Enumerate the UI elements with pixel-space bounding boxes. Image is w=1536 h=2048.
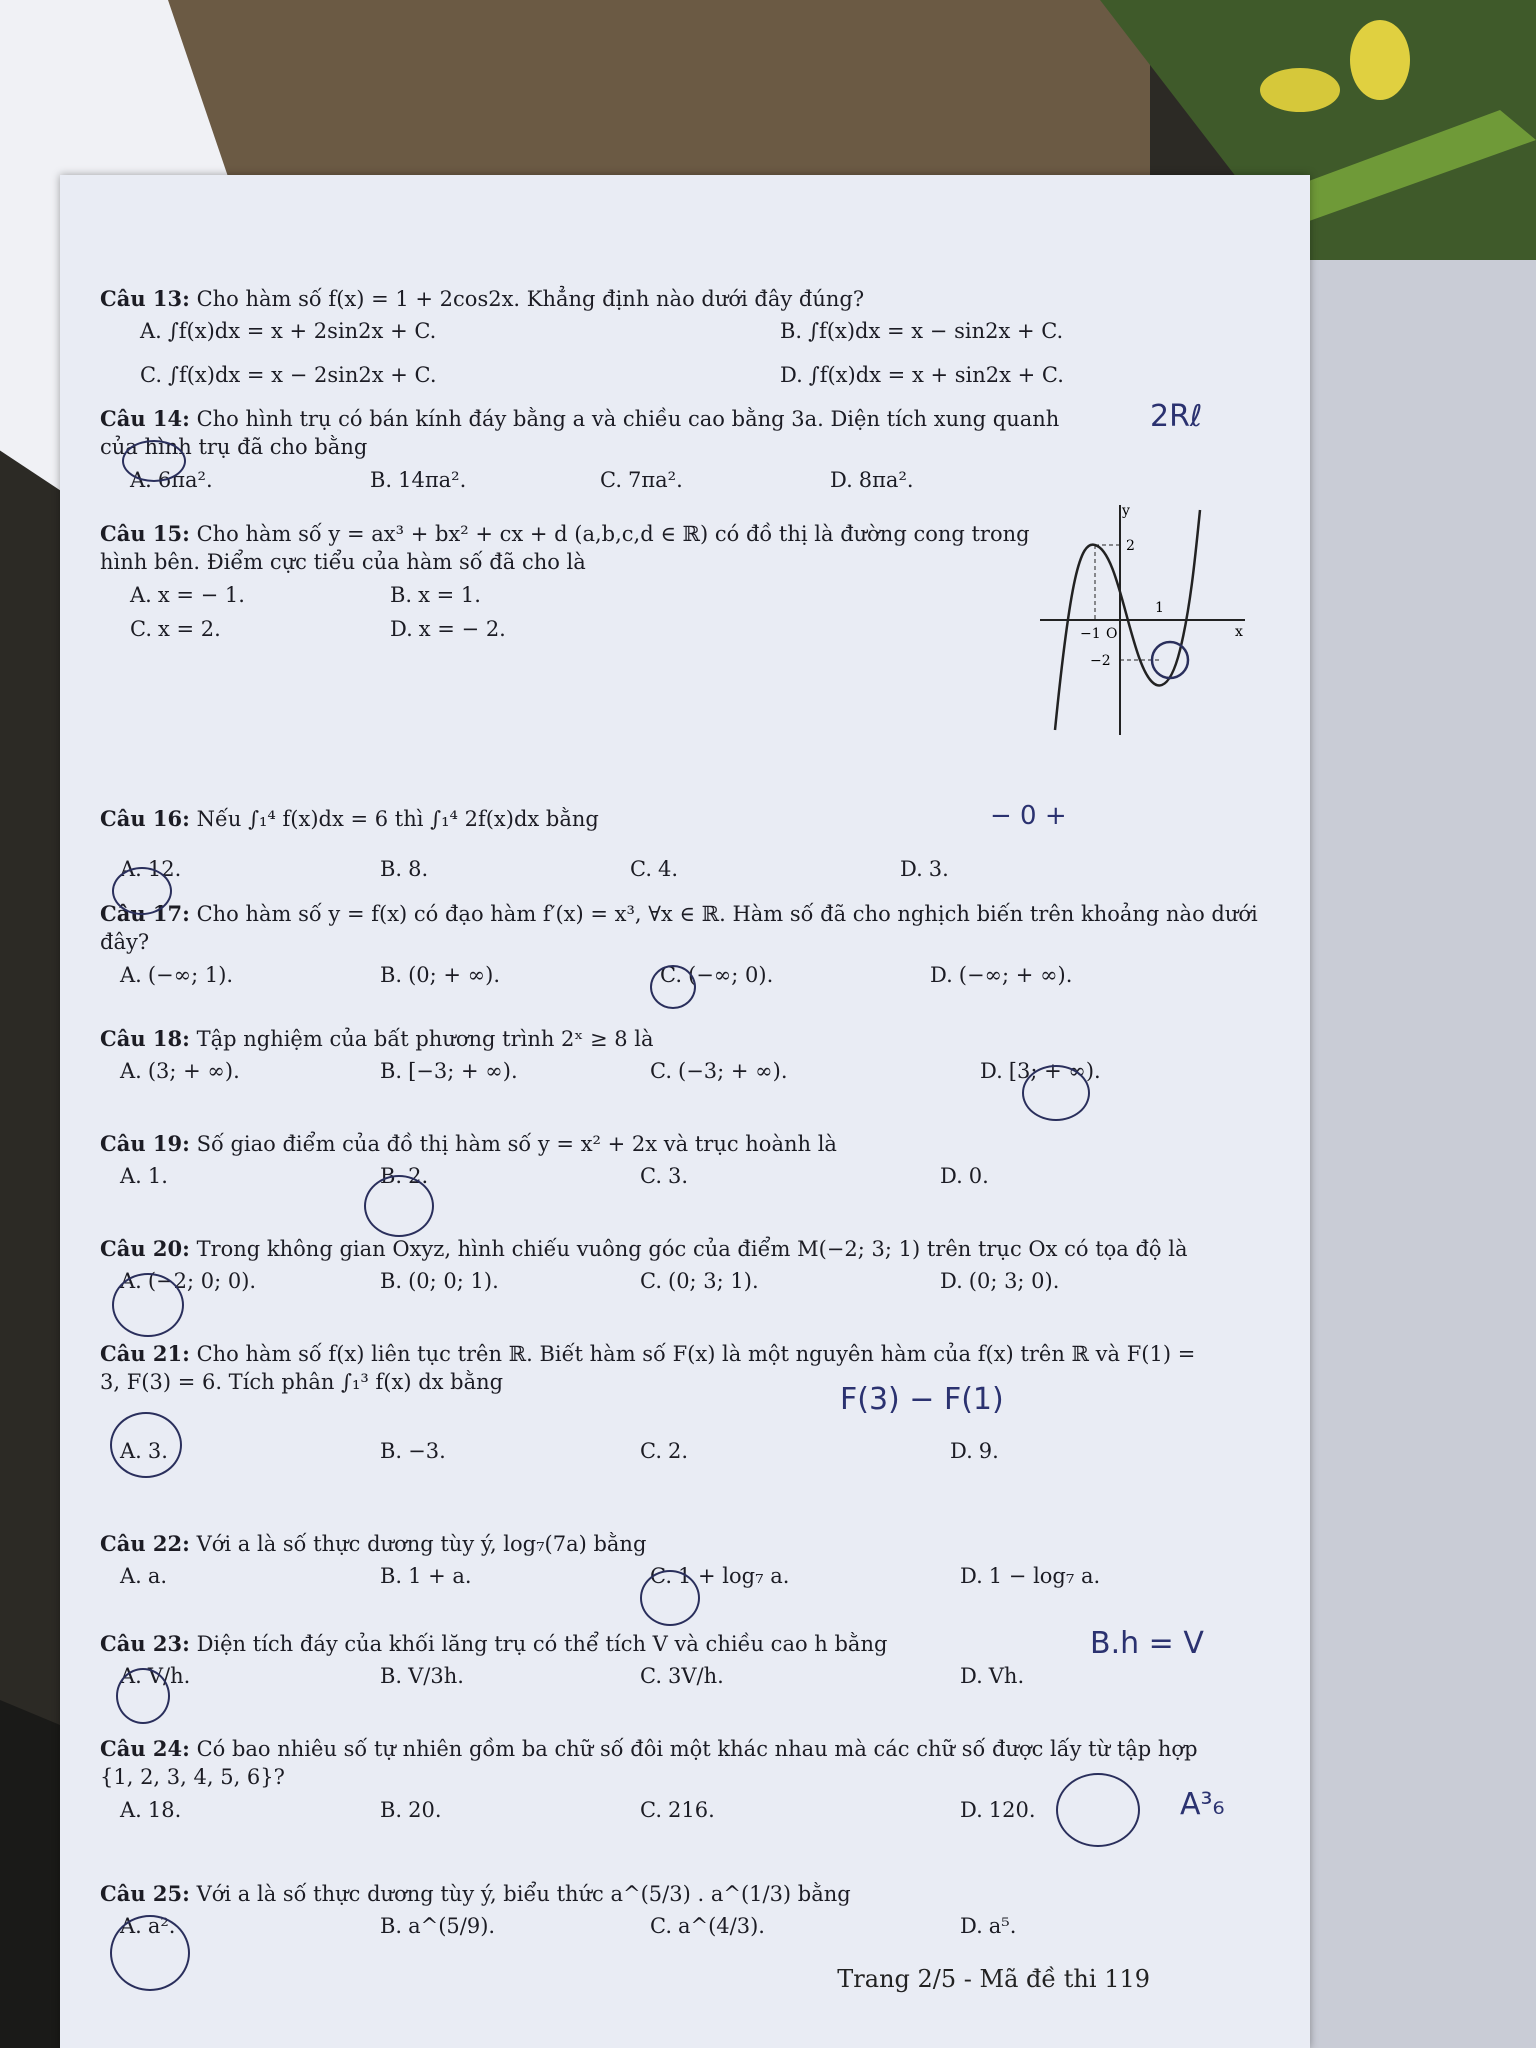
handwritten-note: F(3) − F(1) (840, 1382, 1004, 1417)
handwritten-note: 2Rℓ (1150, 399, 1203, 434)
option-c[interactable]: C. 2. (640, 1438, 689, 1463)
question-15 (100, 520, 1030, 651)
handwritten-note: A³₆ (1180, 1787, 1225, 1822)
option-d[interactable]: D. (0; 3; 0). (940, 1269, 1060, 1294)
answer-circle-q14 (122, 440, 186, 482)
option-b[interactable]: B. 1 + a. (380, 1564, 472, 1589)
option-b[interactable]: B. −3. (380, 1438, 446, 1463)
option-b[interactable]: B. 14πa². (370, 467, 467, 492)
question-label: Câu 16: (100, 806, 190, 831)
option-d[interactable]: D. 3. (900, 857, 949, 882)
option-b[interactable]: B. [−3; + ∞). (380, 1059, 518, 1084)
option-c[interactable]: C. 1 + log₇ a. (650, 1564, 790, 1589)
option-d[interactable]: D. 1 − log₇ a. (960, 1564, 1101, 1589)
option-c[interactable]: C. 216. (640, 1797, 715, 1822)
option-b[interactable]: B. 2. (380, 1164, 429, 1189)
question-label: Câu 14: (100, 406, 190, 431)
option-c[interactable]: C. (0; 3; 1). (640, 1269, 759, 1294)
question-label: Câu 25: (100, 1881, 190, 1906)
option-d[interactable]: D. ∫f(x)dx = x + sin2x + C. (780, 363, 1064, 388)
question-19 (100, 1130, 1270, 1196)
option-d[interactable]: D. 0. (940, 1164, 989, 1189)
option-d[interactable]: D. x = − 2. (390, 616, 506, 641)
option-d[interactable]: D. [3; + ∞). (980, 1059, 1101, 1084)
question-stem: Tập nghiệm của bất phương trình 2ˣ ≥ 8 là (196, 1027, 654, 1051)
answer-circle-q21 (110, 1412, 182, 1478)
option-a[interactable]: A. 18. (120, 1797, 182, 1822)
cubic-graph (1030, 500, 1250, 740)
origin-label: O (1106, 626, 1118, 642)
exam-page (60, 175, 1310, 2048)
option-a[interactable]: A. (−2; 0; 0). (120, 1269, 257, 1294)
option-b[interactable]: B. (0; 0; 1). (380, 1269, 499, 1294)
question-stem: Nếu ∫₁⁴ f(x)dx = 6 thì ∫₁⁴ 2f(x)dx bằng (196, 807, 599, 831)
answer-circle-q19 (364, 1175, 434, 1237)
question-23 (100, 1626, 1270, 1696)
option-c[interactable]: C. (−3; + ∞). (650, 1059, 788, 1084)
answer-circle-q20 (112, 1273, 184, 1337)
handwritten-note: B.h = V (1090, 1626, 1204, 1661)
question-label: Câu 24: (100, 1736, 190, 1761)
option-a[interactable]: A. a². (120, 1914, 176, 1939)
answer-circle-q24 (1056, 1773, 1140, 1847)
option-c[interactable]: C. 3V/h. (640, 1664, 724, 1689)
question-stem: Cho hàm số y = ax³ + bx² + cx + d (a,b,c,d ∈ ℝ) có đồ thị là đường cong trong hình bên. Điểm cực tiểu của hàm số đã cho là (100, 522, 1030, 575)
option-b[interactable]: B. 20. (380, 1797, 442, 1822)
option-a[interactable]: A. (−∞; 1). (120, 962, 234, 987)
tick-y-top: 2 (1126, 538, 1135, 554)
question-label: Câu 19: (100, 1131, 190, 1156)
question-label: Câu 22: (100, 1531, 190, 1556)
option-c[interactable]: C. 4. (630, 857, 679, 882)
y-label: y (1122, 503, 1130, 519)
answer-circle-q18 (1022, 1065, 1090, 1121)
option-c[interactable]: C. (−∞; 0). (660, 962, 774, 987)
option-c[interactable]: C. a^(4/3). (650, 1914, 765, 1939)
option-a[interactable]: A. 12. (120, 857, 182, 882)
option-b[interactable]: B. x = 1. (390, 582, 481, 607)
option-c[interactable]: C. 3. (640, 1164, 689, 1189)
handwritten-sign-chart: − 0 + (990, 801, 1067, 831)
tick-x-left: −1 (1080, 626, 1101, 642)
x-label: x (1235, 624, 1243, 640)
question-label: Câu 21: (100, 1341, 190, 1366)
question-label: Câu 17: (100, 901, 190, 926)
option-d[interactable]: D. 9. (950, 1438, 999, 1463)
question-20 (100, 1235, 1270, 1301)
option-a[interactable]: A. a. (120, 1564, 168, 1589)
question-label: Câu 18: (100, 1026, 190, 1051)
answer-circle-q22 (640, 1570, 700, 1626)
option-a[interactable]: A. 3. (120, 1438, 168, 1463)
option-d[interactable]: D. Vh. (960, 1664, 1025, 1689)
question-stem: Diện tích đáy của khối lăng trụ có thể tích V và chiều cao h bằng (196, 1632, 888, 1656)
tick-x-right: 1 (1155, 600, 1164, 616)
question-21 (100, 1340, 1270, 1471)
question-stem: Trong không gian Oxyz, hình chiếu vuông góc của điểm M(−2; 3; 1) trên trục Ox có tọa độ là (196, 1237, 1188, 1261)
question-label: Câu 13: (100, 286, 190, 311)
question-label: Câu 23: (100, 1631, 190, 1656)
question-16 (100, 801, 1270, 889)
question-stem: Cho hàm số y = f(x) có đạo hàm f′(x) = x³, ∀x ∈ ℝ. Hàm số đã cho nghịch biến trên khoảng nào dưới đây? (100, 902, 1258, 955)
question-stem: Cho hình trụ có bán kính đáy bằng a và chiều cao bằng 3a. Diện tích xung quanh của hình trụ đã cho bằng (100, 407, 1060, 460)
question-stem: Cho hàm số f(x) = 1 + 2cos2x. Khẳng định nào dưới đây đúng? (196, 287, 865, 311)
question-13 (100, 285, 1270, 397)
option-d[interactable]: D. 120. (960, 1797, 1036, 1822)
option-a[interactable]: A. 1. (120, 1164, 168, 1189)
question-label: Câu 20: (100, 1236, 190, 1261)
answer-circle-q16 (112, 867, 172, 915)
option-b[interactable]: B. (0; + ∞). (380, 962, 501, 987)
option-a[interactable]: A. x = − 1. (130, 582, 245, 607)
question-label: Câu 15: (100, 521, 190, 546)
tick-y-bottom: −2 (1090, 653, 1111, 669)
option-c[interactable]: C. ∫f(x)dx = x − 2sin2x + C. (140, 363, 437, 388)
question-stem: Với a là số thực dương tùy ý, biểu thức a^(5/3) . a^(1/3) bằng (196, 1882, 851, 1906)
question-14 (100, 399, 1270, 500)
question-stem: Với a là số thực dương tùy ý, log₇(7a) bằng (196, 1532, 647, 1556)
option-d[interactable]: D. 8πa². (830, 467, 914, 492)
option-a[interactable]: A. V/h. (120, 1664, 191, 1689)
answer-circle-q25 (110, 1915, 190, 1991)
question-18 (100, 1025, 1270, 1091)
question-25 (100, 1880, 1270, 1946)
question-stem: Số giao điểm của đồ thị hàm số y = x² + 2x và trục hoành là (196, 1132, 837, 1156)
question-stem: Có bao nhiêu số tự nhiên gồm ba chữ số đôi một khác nhau mà các chữ số được lấy từ tập hợp {1, 2, 3, 4, 5, 6}? (100, 1737, 1198, 1790)
back-sheet (1280, 260, 1536, 2048)
option-b[interactable]: B. ∫f(x)dx = x − sin2x + C. (780, 319, 1064, 344)
option-b[interactable]: B. V/3h. (380, 1664, 464, 1689)
option-a[interactable]: A. (3; + ∞). (120, 1059, 240, 1084)
option-c[interactable]: C. 7πa². (600, 467, 683, 492)
page-footer: Trang 2/5 - Mã đề thi 119 (837, 1965, 1150, 1993)
option-a[interactable]: A. ∫f(x)dx = x + 2sin2x + C. (140, 319, 437, 344)
option-a[interactable]: A. 6πa². (130, 467, 213, 492)
option-d[interactable]: D. a⁵. (960, 1914, 1017, 1939)
option-b[interactable]: B. 8. (380, 857, 429, 882)
answer-circle-q17 (650, 965, 696, 1009)
option-c[interactable]: C. x = 2. (130, 616, 221, 641)
option-d[interactable]: D. (−∞; + ∞). (930, 962, 1073, 987)
question-stem: Cho hàm số f(x) liên tục trên ℝ. Biết hàm số F(x) là một nguyên hàm của f(x) trên ℝ và F(1) = 3, F(3) = 6. Tích phân ∫₁³ f(x) dx bằng (100, 1342, 1196, 1395)
option-b[interactable]: B. a^(5/9). (380, 1914, 496, 1939)
answer-circle-q23 (116, 1668, 170, 1724)
